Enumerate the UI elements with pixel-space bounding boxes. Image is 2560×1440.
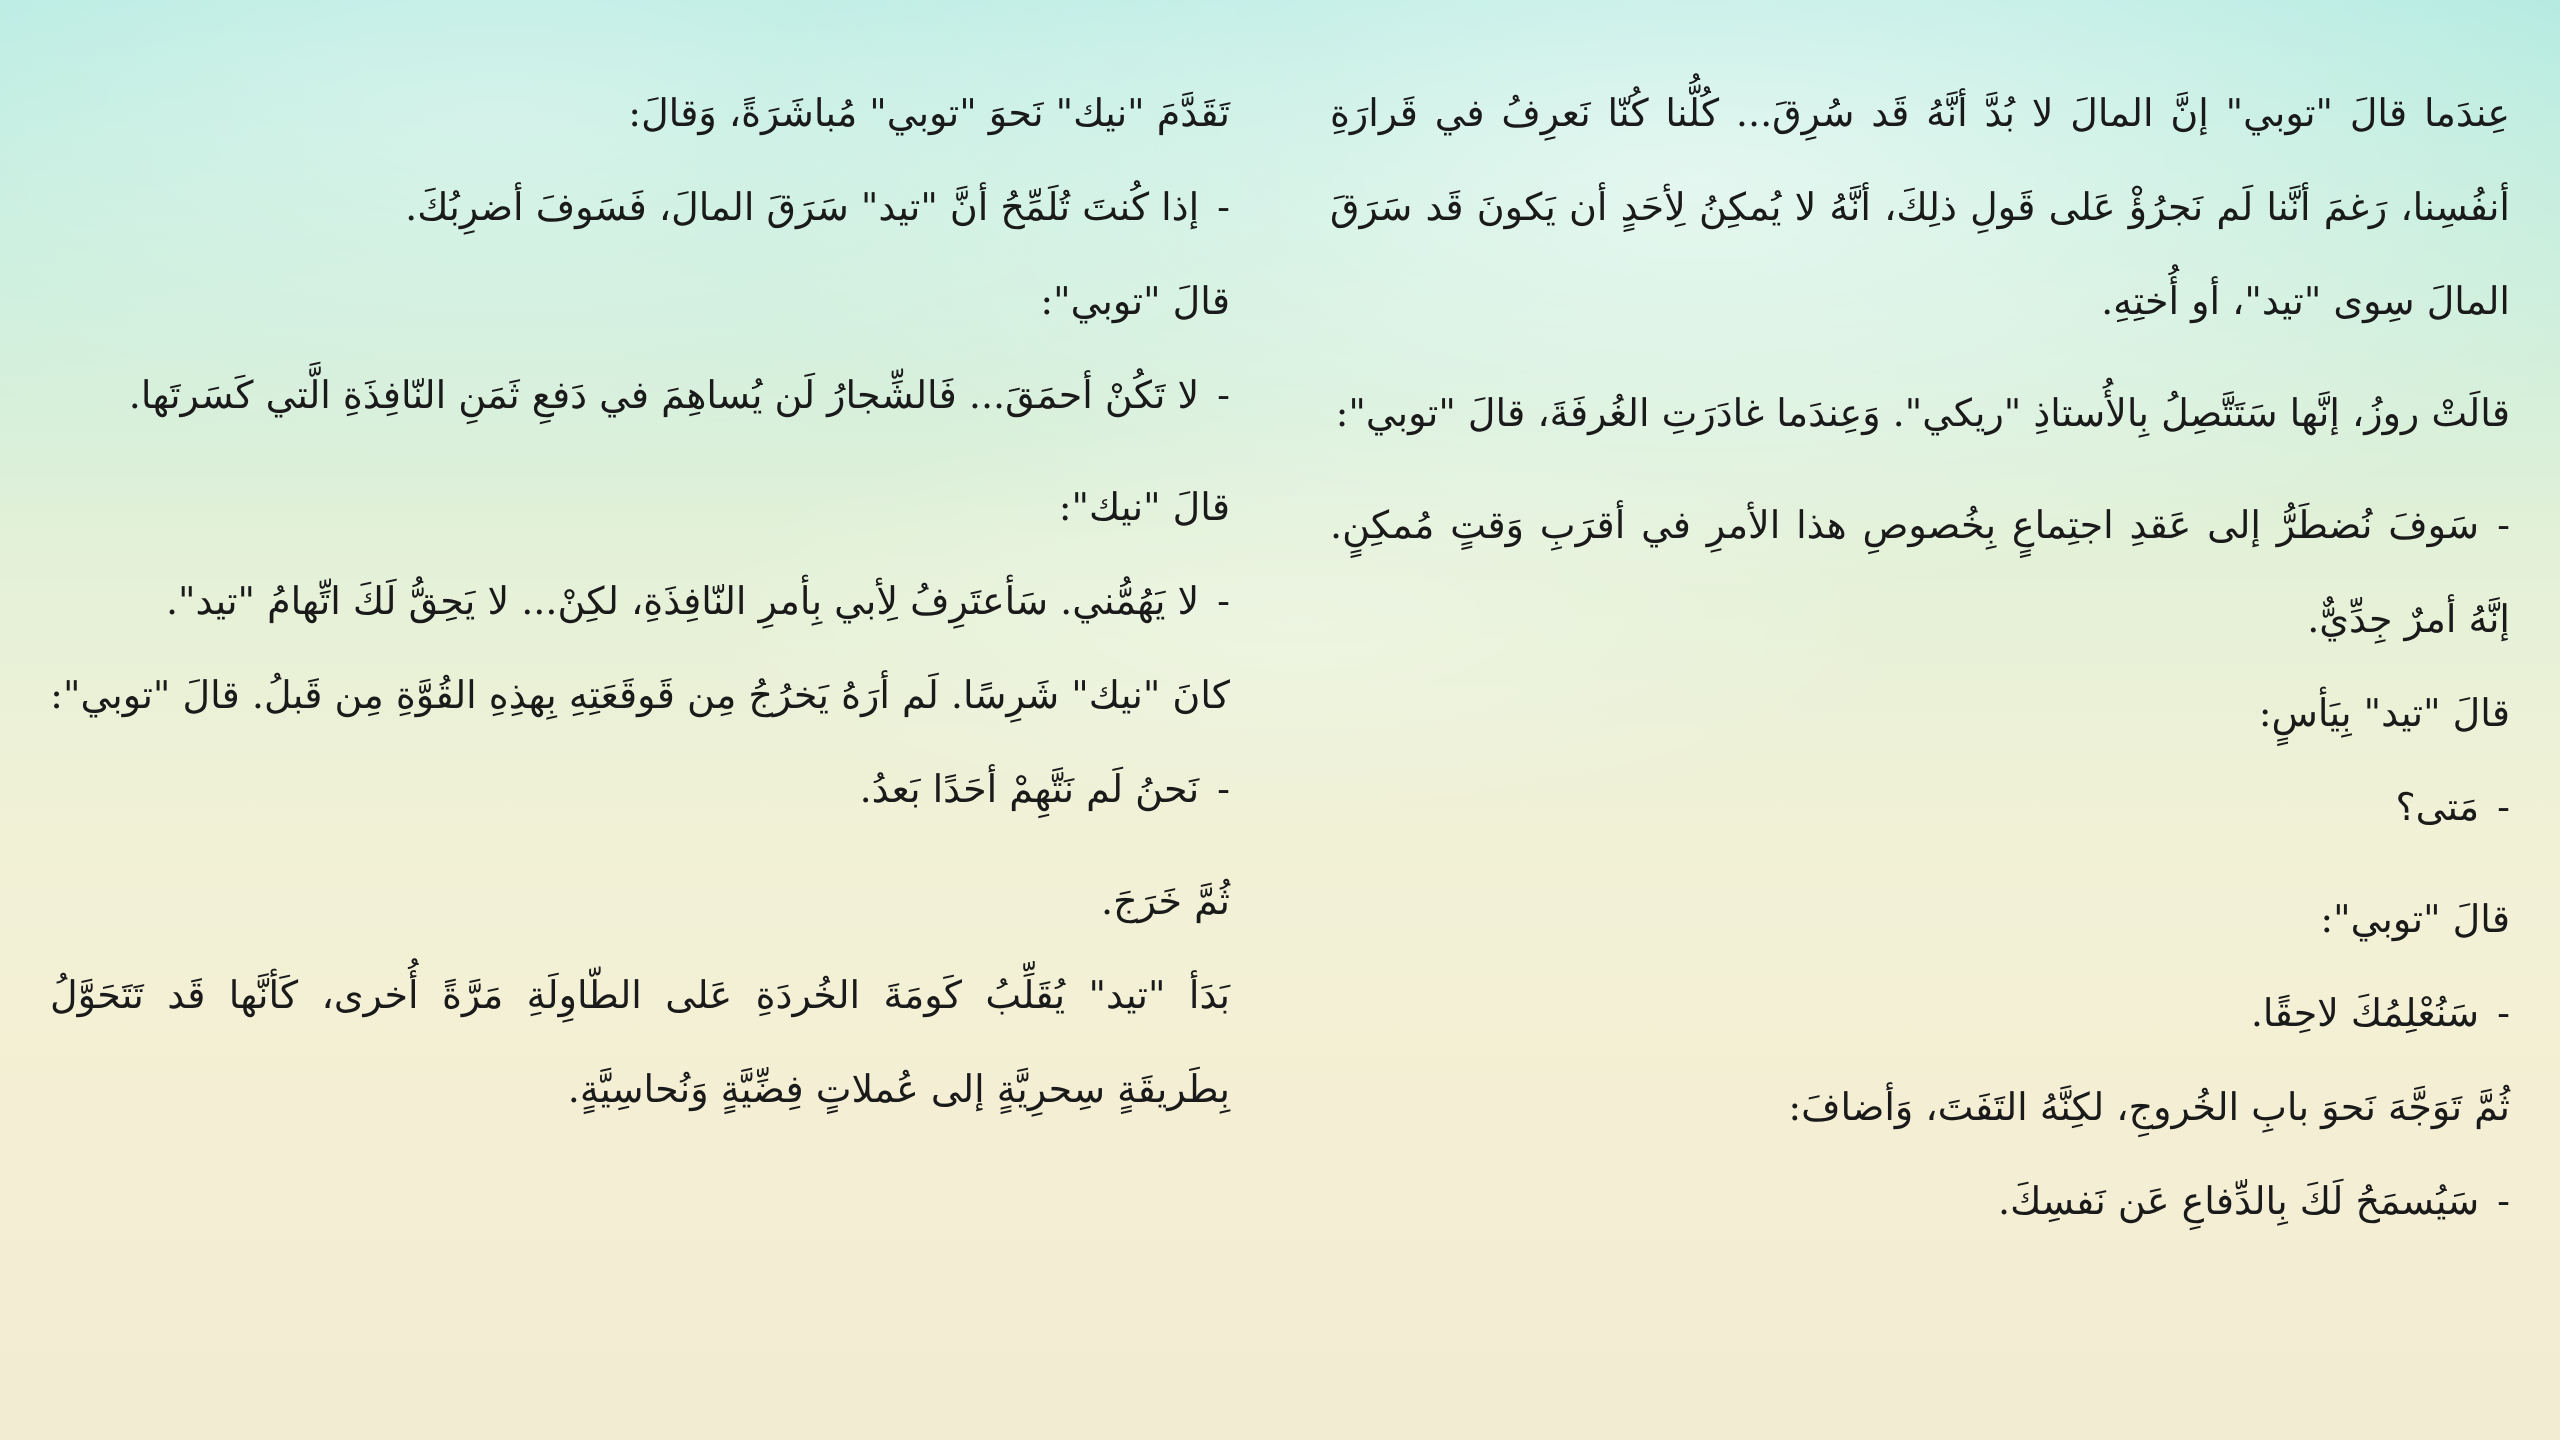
dialogue-dash: - bbox=[1217, 373, 1230, 417]
paragraph-text: سَنُعْلِمُكَ لاحِقًا. bbox=[2250, 991, 2480, 1035]
paragraph-text: إذا كُنتَ تُلَمِّحُ أنَّ "تيد" سَرَقَ المالَ، فَسَوفَ أضرِبُكَ. bbox=[405, 185, 1200, 229]
dialogue-dash: - bbox=[2497, 1179, 2510, 1223]
paragraph-text: قالَ "نيك": bbox=[1058, 485, 1230, 529]
paragraph-text: قالَ "توبي": bbox=[1040, 279, 1230, 323]
paragraph-narration bbox=[50, 948, 1230, 1136]
paragraph-narration bbox=[1330, 1060, 2510, 1154]
paragraph-dialogue bbox=[1330, 1154, 2510, 1248]
paragraph-text: قالَ "توبي": bbox=[2320, 897, 2510, 941]
paragraph-dialogue bbox=[1330, 478, 2510, 666]
paragraph-narration bbox=[50, 460, 1230, 554]
dialogue-dash: - bbox=[1217, 185, 1230, 229]
paragraph-text: تَقَدَّمَ "نيك" نَحوَ "توبي" مُباشَرَةً، وَقالَ: bbox=[628, 91, 1230, 135]
paragraph-text: سَوفَ نُضطَرُّ إلى عَقدِ اجتِماعٍ بِخُصوصِ هذا الأمرِ في أقرَبِ وَقتٍ مُمكِنٍ. إنَّهُ أمرٌ جِدِّيٌّ. bbox=[1330, 503, 2510, 641]
right-text-column bbox=[1330, 66, 2510, 1248]
paragraph-dialogue bbox=[1330, 760, 2510, 854]
paragraph-narration bbox=[50, 66, 1230, 160]
dialogue-dash: - bbox=[2497, 991, 2510, 1035]
paragraph-dialogue bbox=[50, 160, 1230, 254]
paragraph-narration bbox=[1330, 366, 2510, 460]
paragraph-dialogue bbox=[1330, 966, 2510, 1060]
paragraph-dialogue bbox=[50, 742, 1230, 836]
paragraph-text: ثُمَّ تَوَجَّهَ نَحوَ بابِ الخُروجِ، لكِنَّهُ التَفَتَ، وَأضافَ: bbox=[1788, 1085, 2510, 1129]
paragraph-narration bbox=[50, 854, 1230, 948]
paragraph-text: قالَتْ روزُ، إنَّها سَتَتَّصِلُ بِالأُستاذِ "ريكي". وَعِندَما غادَرَتِ الغُرفَةَ، قالَ "توبي": bbox=[1335, 391, 2510, 435]
paragraph-text: لا تَكُنْ أحمَقَ... فَالشِّجارُ لَن يُساهِمَ في دَفعِ ثَمَنِ النّافِذَةِ الَّتي كَسَرتَها. bbox=[128, 373, 1200, 417]
paragraph-narration bbox=[1330, 66, 2510, 348]
paragraph-text: بَدَأ "تيد" يُقَلِّبُ كَومَةَ الخُردَةِ عَلى الطّاوِلَةِ مَرَّةً أُخرى، كَأنَّها قَد تَتَحَوَّلُ بِطَريقَةٍ سِحرِيَّةٍ إلى عُملاتٍ فِضِّيَّةٍ وَنُحاسِيَّةٍ. bbox=[50, 973, 1230, 1111]
paragraph-text: لا يَهُمُّني. سَأعتَرِفُ لِأبي بِأمرِ النّافِذَةِ، لكِنْ... لا يَحِقُّ لَكَ اتِّهامُ "تيد". bbox=[165, 579, 1200, 623]
dialogue-dash: - bbox=[1217, 767, 1230, 811]
paragraph-text: ثُمَّ خَرَجَ. bbox=[1100, 879, 1230, 923]
paragraph-text: كانَ "نيك" شَرِسًا. لَم أرَهُ يَخرُجُ مِن قَوقَعَتِهِ بِهذِهِ القُوَّةِ مِن قَبلُ. قالَ "توبي": bbox=[50, 673, 1230, 717]
paragraph-narration bbox=[1330, 666, 2510, 760]
paragraph-text: عِندَما قالَ "توبي" إنَّ المالَ لا بُدَّ أنَّهُ قَد سُرِقَ... كُلُّنا كُنّا نَعرِفُ في قَرارَةِ أنفُسِنا، رَغمَ أنَّنا لَم نَجرُؤْ عَلى قَولِ ذلِكَ، أنَّهُ لا يُمكِنُ لِأحَدٍ أن يَكونَ قَد سَرَقَ المالَ سِوى "تيد"، أو أُختِهِ. bbox=[1330, 91, 2510, 323]
dialogue-dash: - bbox=[1217, 579, 1230, 623]
paragraph-narration bbox=[50, 648, 1230, 742]
paragraph-text: مَتى؟ bbox=[2395, 785, 2480, 829]
paragraph-dialogue bbox=[50, 348, 1230, 442]
left-text-column bbox=[50, 66, 1230, 1136]
dialogue-dash: - bbox=[2497, 503, 2510, 547]
paragraph-dialogue bbox=[50, 554, 1230, 648]
paragraph-text: سَيُسمَحُ لَكَ بِالدِّفاعِ عَن نَفسِكَ. bbox=[1998, 1179, 2480, 1223]
paragraph-text: نَحنُ لَم نَتَّهِمْ أحَدًا بَعدُ. bbox=[859, 767, 1200, 811]
paragraph-text: قالَ "تيد" بِيَأسٍ: bbox=[2258, 691, 2510, 735]
paragraph-narration bbox=[50, 254, 1230, 348]
paragraph-narration bbox=[1330, 872, 2510, 966]
dialogue-dash: - bbox=[2497, 785, 2510, 829]
